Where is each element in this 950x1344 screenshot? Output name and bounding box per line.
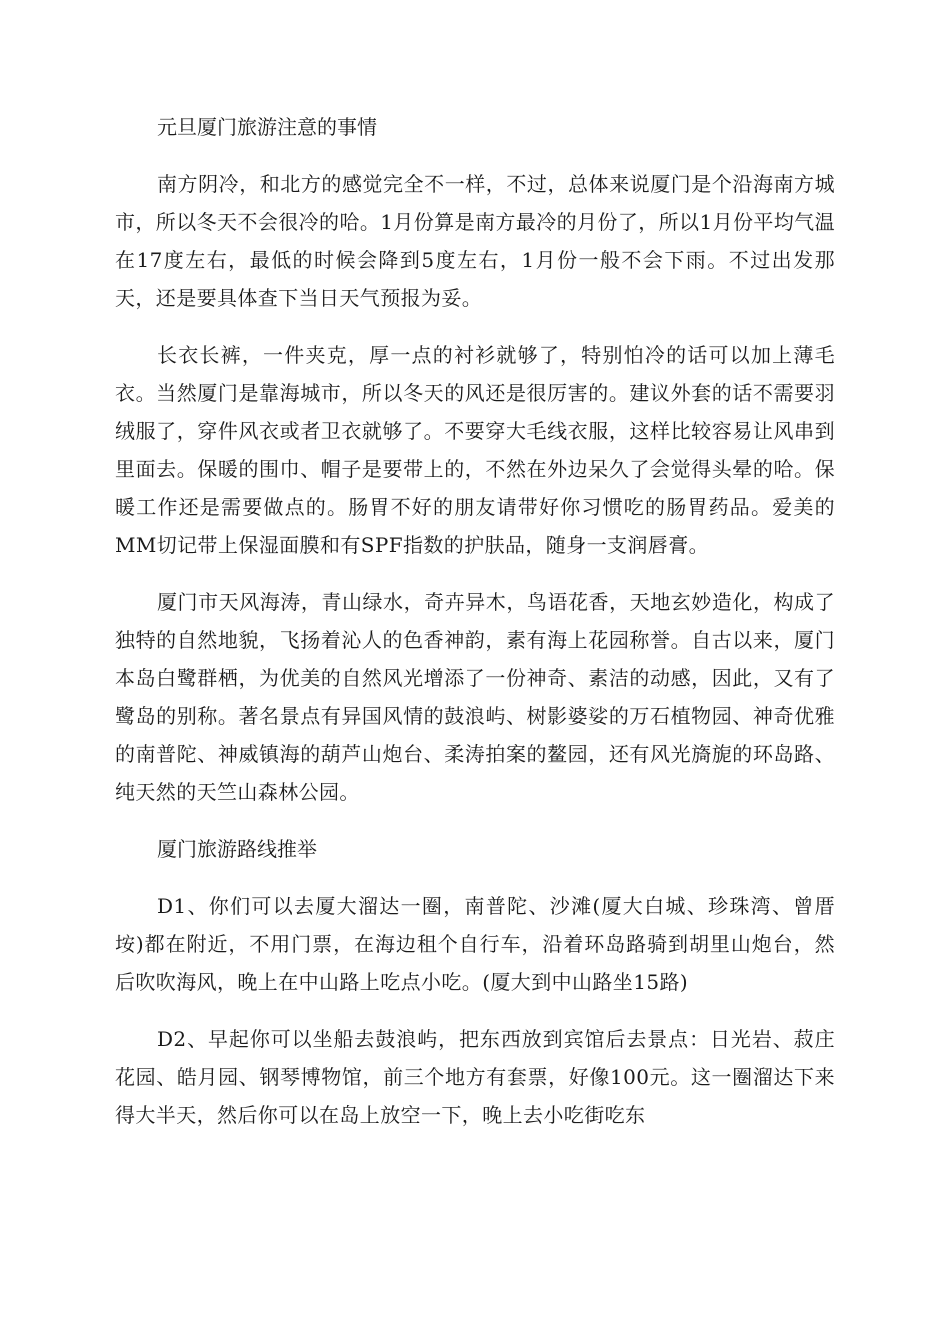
route-day-2: D2、早起你可以坐船去鼓浪屿，把东西放到宾馆后去景点：日光岩、菽庄花园、皓月园、钢琴博物馆，前三个地方有套票，好像100元。这一圈溜达下来得大半天，然后你可以在岛上放空一下，晚上去小吃街吃东 bbox=[115, 1027, 835, 1127]
route-heading: 厦门旅游路线推举 bbox=[157, 837, 317, 861]
paragraph-scenery: 厦门市天风海涛，青山绿水，奇卉异木，鸟语花香，天地玄妙造化，构成了独特的自然地貌，飞扬着沁人的色香神韵，素有海上花园称誉。自古以来，厦门本岛白鹭群栖，为优美的自然风光增添了一份神奇、素洁的动感，因此，又有了鹭岛的别称。著名景点有异国风情的鼓浪屿、树影婆娑的万石植物园、神奇优雅的南普陀、神威镇海的葫芦山炮台、柔涛拍案的鳌园，还有风光旖旎的环岛路、纯天然的天竺山森林公园。 bbox=[115, 590, 835, 804]
document-page bbox=[115, 108, 835, 1153]
paragraph-clothing: 长衣长裤，一件夹克，厚一点的衬衫就够了，特别怕冷的话可以加上薄毛衣。当然厦门是靠海城市，所以冬天的风还是很厉害的。建议外套的话不需要羽绒服了，穿件风衣或者卫衣就够了。不要穿大毛线衣服，这样比较容易让风串到里面去。保暖的围巾、帽子是要带上的，不然在外边呆久了会觉得头晕的哈。保暖工作还是需要做点的。肠胃不好的朋友请带好你习惯吃的肠胃药品。爱美的MM切记带上保湿面膜和有SPF指数的护肤品，随身一支润唇膏。 bbox=[115, 343, 835, 557]
paragraph-weather: 南方阴冷，和北方的感觉完全不一样，不过，总体来说厦门是个沿海南方城市，所以冬天不会很冷的哈。1月份算是南方最冷的月份了，所以1月份平均气温在17度左右，最低的时候会降到5度左右，1月份一般不会下雨。不过出发那天，还是要具体查下当日天气预报为妥。 bbox=[115, 172, 835, 310]
document-title: 元旦厦门旅游注意的事情 bbox=[157, 115, 377, 139]
route-day-1: D1、你们可以去厦大溜达一圈，南普陀、沙滩(厦大白城、珍珠湾、曾厝垵)都在附近，不用门票，在海边租个自行车，沿着环岛路骑到胡里山炮台，然后吹吹海风，晚上在中山路上吃点小吃。(厦大到中山路坐15路) bbox=[115, 894, 835, 994]
